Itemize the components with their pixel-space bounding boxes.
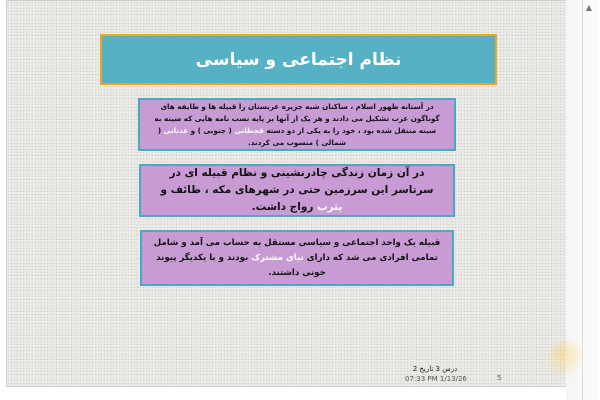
text-box-1-paragraph bbox=[148, 101, 446, 149]
vertical-scrollbar[interactable] bbox=[582, 0, 597, 400]
footer-title: درس 3 تاریخ 2 bbox=[412, 365, 458, 373]
text-box-3-text-b: بودند و با یکدیگر پیوند خونی داشتند. bbox=[156, 252, 326, 278]
watermark-logo-icon bbox=[548, 340, 586, 378]
footer-date: 07:33 PM 1/13/26 bbox=[405, 375, 467, 383]
text-box-1-highlight-1: قحطانی bbox=[234, 125, 264, 135]
text-box-1-highlight-2: عدنانی bbox=[163, 125, 189, 135]
scroll-up-arrow-icon[interactable]: ▲ bbox=[585, 3, 593, 12]
text-box-1 bbox=[138, 98, 456, 151]
text-box-1-text-a: در آستانه ظهور اسلام ، ساکنان شبه جزیره عربستان را قبیله ها و طایفه های گوناگون عرب تشکیل می دادند و هر یک از آنها بر پایه نسب نامه هایی که سینه به سینه منتقل شده بود ، خود را به یکی از دو دسته bbox=[154, 101, 440, 135]
text-box-3-paragraph bbox=[152, 236, 442, 281]
slide-canvas bbox=[6, 0, 568, 387]
slide-title-box bbox=[100, 34, 497, 85]
text-box-3-highlight-1: نیای مشترک bbox=[251, 252, 304, 263]
text-box-1-text-c: ( شمالی ) منسوب می کردند. bbox=[157, 125, 346, 147]
footer-page-number: 5 bbox=[497, 374, 502, 382]
text-box-2-highlight-1: یثرب bbox=[317, 201, 343, 213]
text-box-2 bbox=[139, 164, 455, 217]
text-box-2-text-a: در آن زمان زندگی چادرنشینی و نظام قبیله ای در سرتاسر این سرزمین حتی در شهرهای مکه ، طائف و bbox=[160, 167, 434, 196]
text-box-3 bbox=[140, 230, 454, 286]
text-box-1-text-b: ( جنوبی ) و bbox=[188, 125, 235, 135]
slide-title: نظام اجتماعی و سیاسی bbox=[195, 49, 402, 70]
text-box-2-text-b: رواج داشت. bbox=[251, 201, 318, 213]
text-box-2-paragraph bbox=[151, 165, 443, 216]
text-box-3-text-a: قبیله یک واحد اجتماعی و سیاسی مستقل به حساب می آمد و شامل تمامی افرادی می شد که دارای bbox=[153, 237, 441, 263]
